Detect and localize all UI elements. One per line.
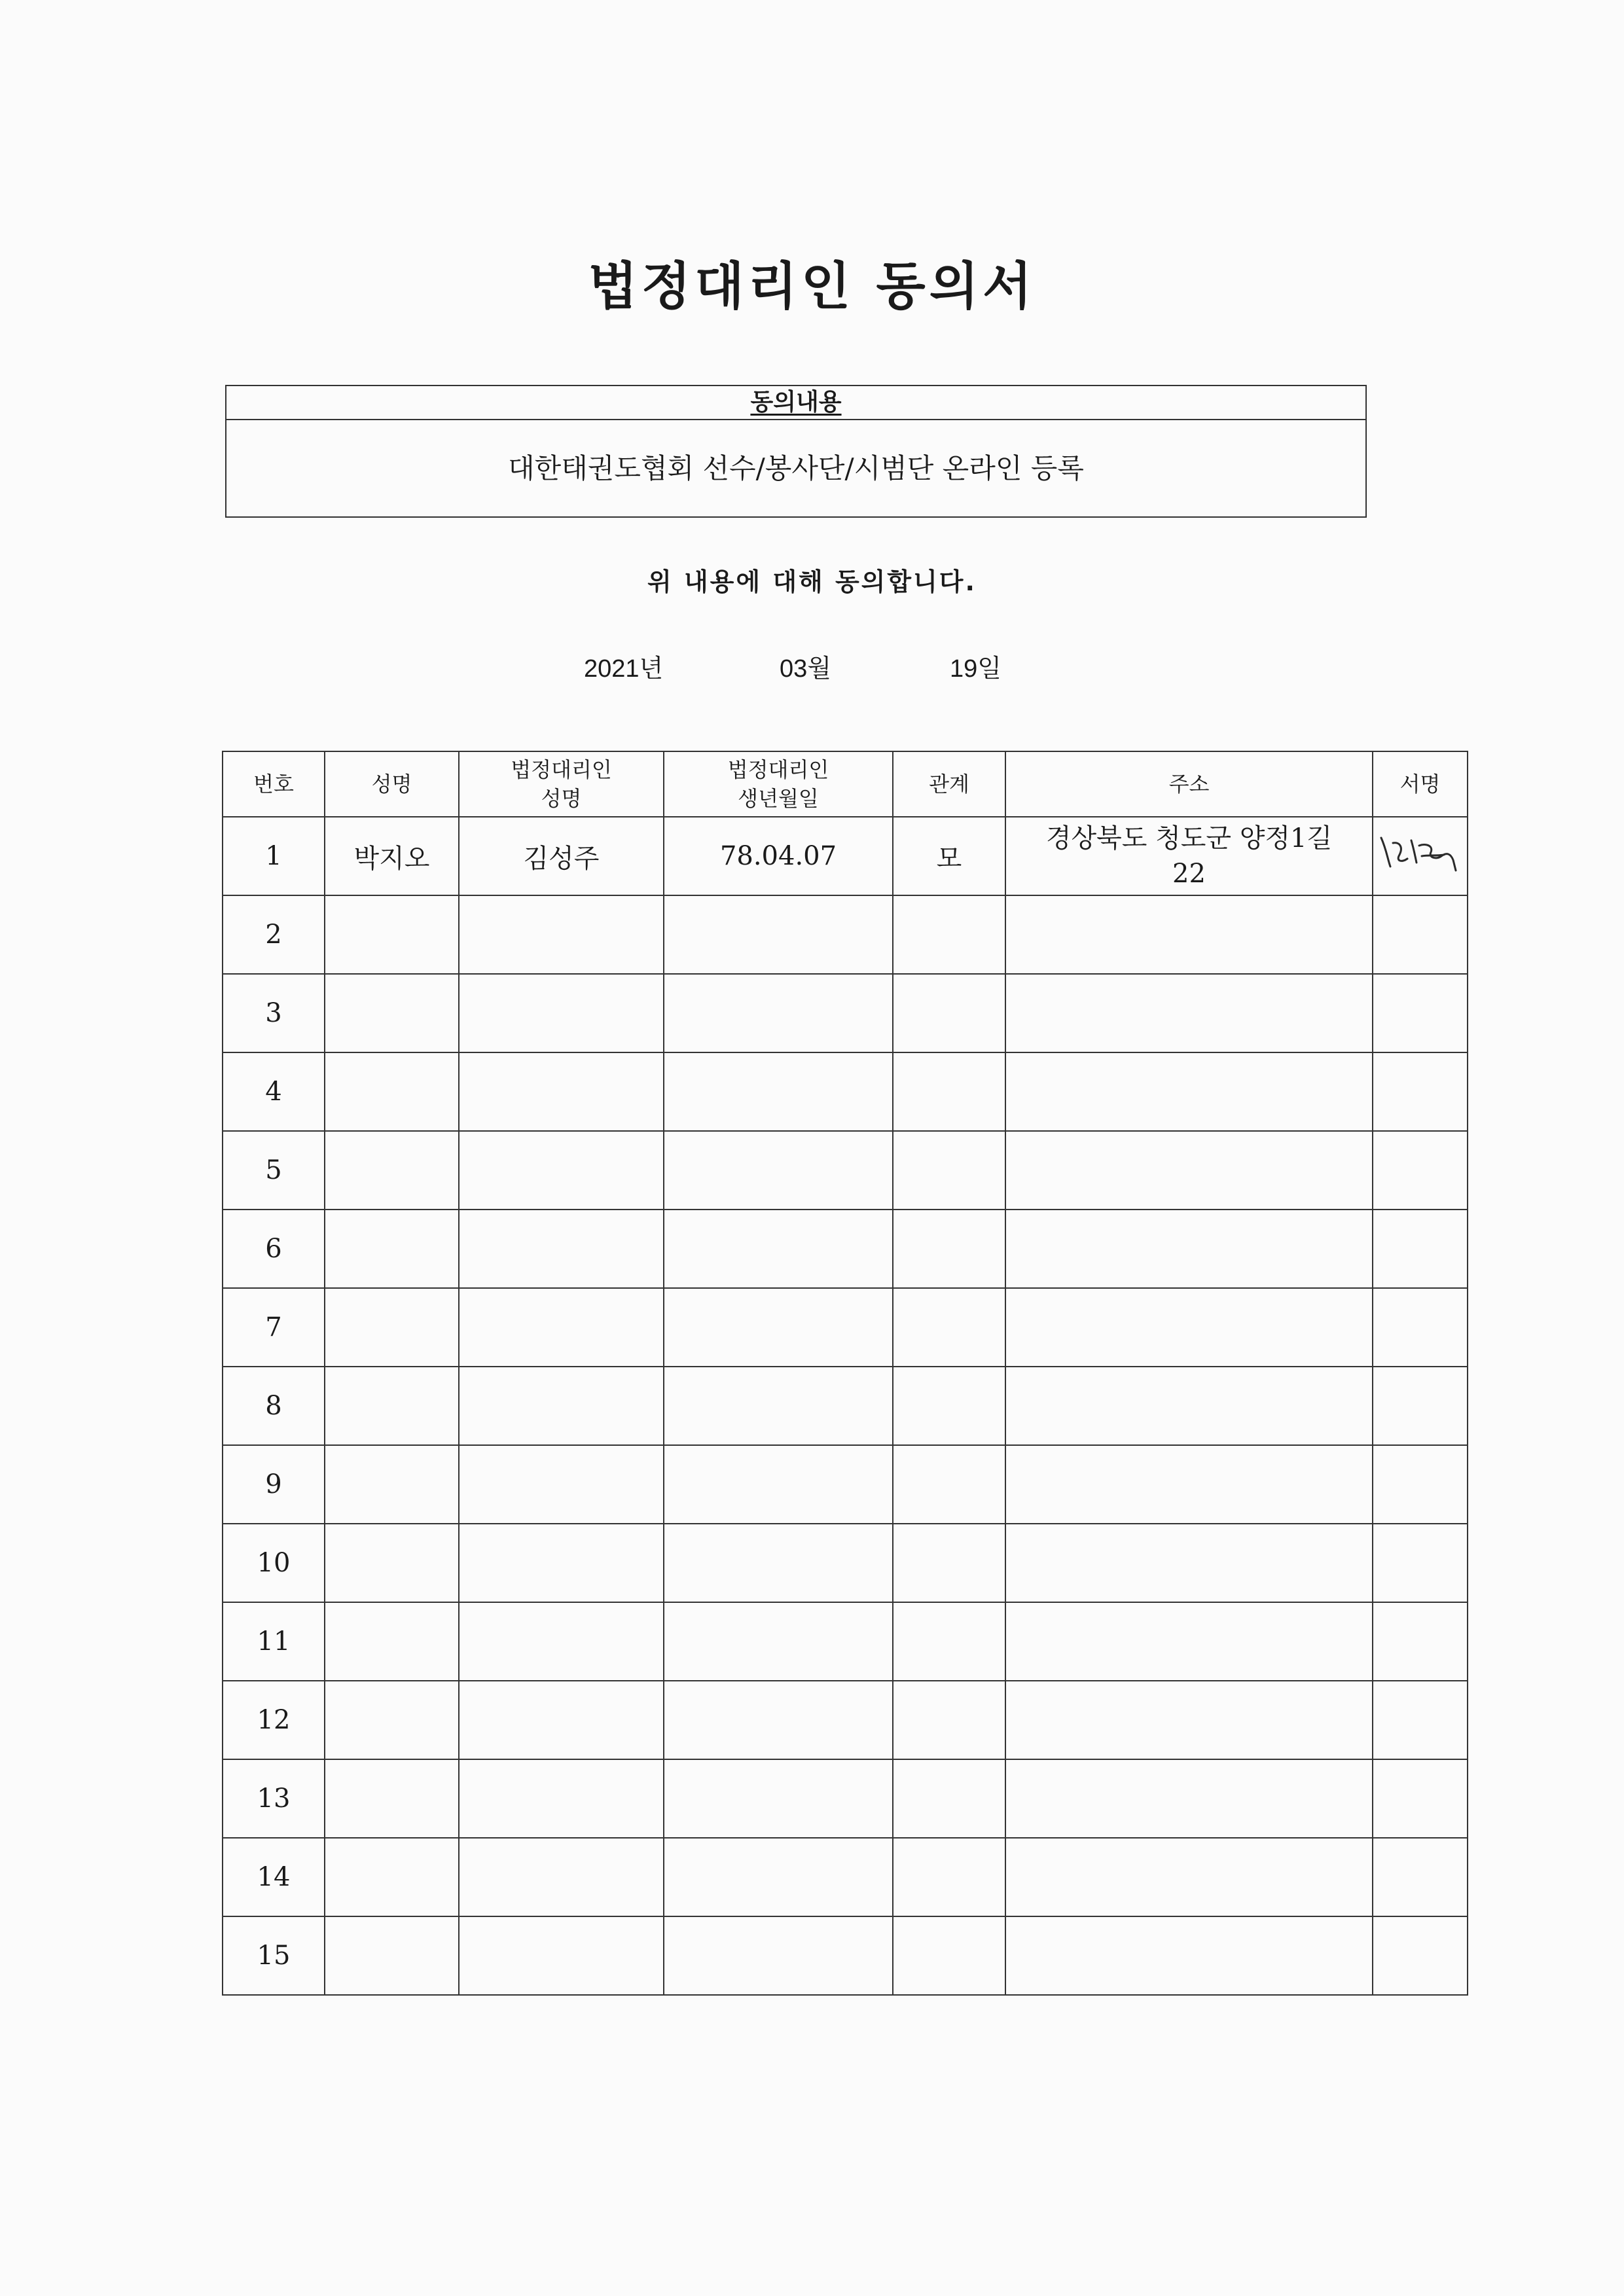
relation-cell <box>893 1838 1005 1916</box>
table-header-row <box>223 751 1468 817</box>
table-row <box>223 1445 1468 1524</box>
table-row <box>223 1288 1468 1367</box>
table-row <box>223 1367 1468 1445</box>
relation-cell <box>893 1524 1005 1602</box>
guardian-birth-cell <box>664 1916 893 1995</box>
row-number-cell: 1 <box>223 817 325 895</box>
guardian-birth-cell <box>664 1838 893 1916</box>
row-number-cell: 13 <box>223 1759 325 1838</box>
signature-cell <box>1373 1916 1468 1995</box>
guardian-name-cell <box>459 1524 664 1602</box>
name-cell: 박지오 <box>325 817 459 895</box>
signature-cell <box>1373 1445 1468 1524</box>
header-guardian-name-line1: 법정대리인 <box>511 757 612 782</box>
guardian-name-cell <box>459 1838 664 1916</box>
name-cell <box>325 1681 459 1759</box>
header-no: 번호 <box>223 751 325 817</box>
signature-cell <box>1373 974 1468 1052</box>
row-number-cell: 15 <box>223 1916 325 1995</box>
row-number-cell: 7 <box>223 1288 325 1367</box>
relation-cell <box>893 1052 1005 1131</box>
address-cell <box>1005 1131 1373 1210</box>
header-guardian-birth <box>664 751 893 817</box>
guardian-name-cell <box>459 1052 664 1131</box>
table-body <box>223 817 1468 1995</box>
header-guardian-birth-line1: 법정대리인 <box>727 757 829 782</box>
table-row <box>223 895 1468 974</box>
signature-cell <box>1373 1838 1468 1916</box>
header-guardian-name-line2: 성명 <box>541 786 582 811</box>
address-cell <box>1005 1681 1373 1759</box>
date-day: 19일 <box>950 655 1001 683</box>
signature-cell <box>1373 1288 1468 1367</box>
relation-cell <box>893 1681 1005 1759</box>
name-cell <box>325 1288 459 1367</box>
relation-cell <box>893 1759 1005 1838</box>
row-number-cell: 14 <box>223 1838 325 1916</box>
row-number-cell: 11 <box>223 1602 325 1681</box>
address-cell <box>1005 817 1373 895</box>
name-cell <box>325 895 459 974</box>
address-cell <box>1005 1052 1373 1131</box>
address-cell <box>1005 1838 1373 1916</box>
header-signature: 서명 <box>1373 751 1468 817</box>
signature-cell <box>1373 1759 1468 1838</box>
relation-cell <box>893 1602 1005 1681</box>
relation-cell <box>893 1367 1005 1445</box>
table-row <box>223 1759 1468 1838</box>
address-cell <box>1005 1602 1373 1681</box>
guardian-birth-cell <box>664 895 893 974</box>
row-number-cell: 5 <box>223 1131 325 1210</box>
relation-cell <box>893 1445 1005 1524</box>
address-cell <box>1005 1759 1373 1838</box>
guardian-birth-cell <box>664 974 893 1052</box>
signature-cell <box>1373 895 1468 974</box>
table-row <box>223 1602 1468 1681</box>
guardian-birth-cell <box>664 1131 893 1210</box>
guardian-name-cell <box>459 1916 664 1995</box>
header-address: 주소 <box>1005 751 1373 817</box>
guardian-name-cell: 김성주 <box>459 817 664 895</box>
signature-cell <box>1373 1524 1468 1602</box>
relation-cell: 모 <box>893 817 1005 895</box>
address-cell <box>1005 1210 1373 1288</box>
document-title: 법정대리인 동의서 <box>588 257 1036 316</box>
name-cell <box>325 1210 459 1288</box>
address-cell <box>1005 1288 1373 1367</box>
table-row <box>223 1210 1468 1288</box>
address-line1: 경상북도 청도군 양정1길 <box>1045 823 1333 853</box>
guardian-name-cell <box>459 1131 664 1210</box>
guardian-birth-cell <box>664 1759 893 1838</box>
guardian-birth-cell: 78.04.07 <box>664 817 893 895</box>
guardian-birth-cell <box>664 1602 893 1681</box>
guardian-name-cell <box>459 895 664 974</box>
signature-cell <box>1373 1052 1468 1131</box>
name-cell <box>325 1445 459 1524</box>
table-row <box>223 1916 1468 1995</box>
guardian-name-cell <box>459 1288 664 1367</box>
address-cell <box>1005 1916 1373 1995</box>
row-number-cell: 6 <box>223 1210 325 1288</box>
table-row <box>223 817 1468 895</box>
header-guardian-birth-line2: 생년월일 <box>738 786 819 811</box>
name-cell <box>325 1524 459 1602</box>
guardian-name-cell <box>459 1367 664 1445</box>
name-cell <box>325 1759 459 1838</box>
relation-cell <box>893 1210 1005 1288</box>
guardian-name-cell <box>459 974 664 1052</box>
name-cell <box>325 1602 459 1681</box>
guardian-name-cell <box>459 1602 664 1681</box>
consent-box-header <box>226 386 1365 420</box>
address-cell <box>1005 974 1373 1052</box>
signature-cell <box>1373 1681 1468 1759</box>
guardian-birth-cell <box>664 1681 893 1759</box>
address-cell <box>1005 1367 1373 1445</box>
signature-cell <box>1373 1210 1468 1288</box>
handwritten-signature <box>1373 823 1468 882</box>
row-number-cell: 3 <box>223 974 325 1052</box>
consent-box-header-label: 동의내용 <box>750 389 842 416</box>
relation-cell <box>893 974 1005 1052</box>
address-cell <box>1005 1445 1373 1524</box>
guardian-birth-cell <box>664 1445 893 1524</box>
guardian-birth-cell <box>664 1052 893 1131</box>
relation-cell <box>893 1916 1005 1995</box>
table-row <box>223 1681 1468 1759</box>
table-row <box>223 1052 1468 1131</box>
row-number-cell: 12 <box>223 1681 325 1759</box>
header-relation: 관계 <box>893 751 1005 817</box>
address-line2: 22 <box>1172 859 1206 889</box>
table-row <box>223 974 1468 1052</box>
name-cell <box>325 1916 459 1995</box>
row-number-cell: 8 <box>223 1367 325 1445</box>
table-row <box>223 1131 1468 1210</box>
guardian-birth-cell <box>664 1367 893 1445</box>
consent-box-content: 대한태권도협회 선수/봉사단/시범단 온라인 등록 <box>508 452 1084 484</box>
guardian-birth-cell <box>664 1524 893 1602</box>
name-cell <box>325 1367 459 1445</box>
name-cell <box>325 1131 459 1210</box>
address-cell <box>1005 1524 1373 1602</box>
address-cell <box>1005 895 1373 974</box>
row-number-cell: 4 <box>223 1052 325 1131</box>
name-cell <box>325 1052 459 1131</box>
header-name: 성명 <box>325 751 459 817</box>
guardian-name-cell <box>459 1681 664 1759</box>
signature-cell <box>1373 1602 1468 1681</box>
row-number-cell: 9 <box>223 1445 325 1524</box>
signature-cell <box>1373 817 1468 895</box>
relation-cell <box>893 1131 1005 1210</box>
consent-content-box <box>225 385 1367 518</box>
signature-cell <box>1373 1131 1468 1210</box>
relation-cell <box>893 1288 1005 1367</box>
guardian-name-cell <box>459 1445 664 1524</box>
guardian-table <box>222 751 1468 1996</box>
date-year: 2021년 <box>584 655 664 683</box>
signature-cell <box>1373 1367 1468 1445</box>
row-number-cell: 10 <box>223 1524 325 1602</box>
name-cell <box>325 1838 459 1916</box>
table-row <box>223 1524 1468 1602</box>
header-guardian-name <box>459 751 664 817</box>
relation-cell <box>893 895 1005 974</box>
row-number-cell: 2 <box>223 895 325 974</box>
guardian-name-cell <box>459 1759 664 1838</box>
name-cell <box>325 974 459 1052</box>
agreement-statement: 위 내용에 대해 동의합니다. <box>647 567 977 596</box>
date-month: 03월 <box>780 655 831 683</box>
guardian-name-cell <box>459 1210 664 1288</box>
table-row <box>223 1838 1468 1916</box>
guardian-birth-cell <box>664 1288 893 1367</box>
guardian-birth-cell <box>664 1210 893 1288</box>
